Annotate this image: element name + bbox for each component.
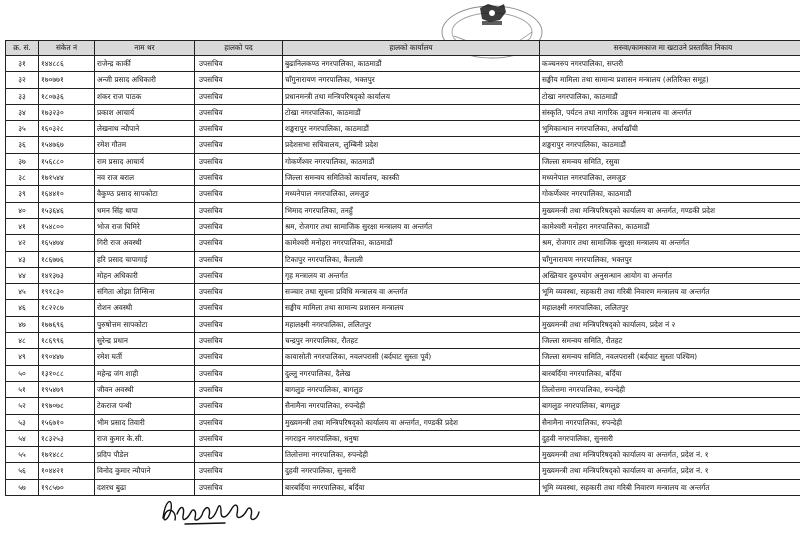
table-row [6,202,800,218]
header-name: नाम थर [95,41,195,56]
current-office-cell: श्रम, रोजगार तथा सामाजिक सुरक्षा मन्त्रालय वा अन्तर्गत [283,218,540,234]
proposed-body-cell: तिलोत्तमा नगरपालिका, रुपन्देही [540,381,800,397]
symbol-no-cell: १५६७१० [39,414,95,430]
current-office-cell: चन्द्रपुर नगरपालिका, रौतहट [283,333,540,349]
name-cell: रोशन अवस्थी [95,300,195,316]
serial-cell: ३९ [6,186,39,202]
current-post-cell: उपसचिव [195,153,283,169]
symbol-no-cell: १७१५४४ [39,170,95,186]
table-row [6,381,800,397]
proposed-body-cell: मुख्यमन्त्री तथा मन्त्रिपरिषद्को कार्यालय वा अन्तर्गत, प्रदेश नं. १ [540,447,800,463]
symbol-no-cell: १४१३७३ [39,267,95,283]
current-post-cell: उपसचिव [195,300,283,316]
table-row [6,349,800,365]
table-row [6,463,800,479]
current-post-cell: उपसचिव [195,137,283,153]
name-cell: पुरुषोत्तम सापकोटा [95,316,195,332]
current-post-cell: उपसचिव [195,235,283,251]
symbol-no-cell: १९५४७९ [39,381,95,397]
symbol-no-cell: १०४४२१ [39,463,95,479]
current-office-cell: गृह मन्त्रालय वा अन्तर्गत [283,267,540,283]
proposed-body-cell: मुख्यमन्त्री तथा मन्त्रिपरिषद्को कार्यालय वा अन्तर्गत, गण्डकी प्रदेश [540,202,800,218]
current-post-cell: उपसचिव [195,121,283,137]
current-office-cell: गोकर्णेश्वर नगरपालिका, काठमाडौं [283,153,540,169]
current-post-cell: उपसचिव [195,381,283,397]
current-office-cell: प्रधानमन्त्री तथा मन्त्रिपरिषद्को कार्यालय [283,88,540,104]
serial-cell: ३२ [6,72,39,88]
table-row [6,333,800,349]
name-cell: प्रकाश आचार्य [95,104,195,120]
current-post-cell: उपसचिव [195,284,283,300]
serial-cell: ३६ [6,137,39,153]
header-current-office: हालको कार्यालय [283,41,540,56]
proposed-body-cell: मुख्यमन्त्री तथा मन्त्रिपरिषद्को कार्यालय, प्रदेश नं २ [540,316,800,332]
current-post-cell: उपसचिव [195,251,283,267]
symbol-no-cell: १७०७७१ [39,72,95,88]
current-post-cell: उपसचिव [195,398,283,414]
proposed-body-cell: दुहवी नगरपालिका, सुनसरी [540,430,800,446]
proposed-body-cell: अख्तियार दुरुपयोग अनुसन्धान आयोग वा अन्तर्गत [540,267,800,283]
header-serial: क्र. सं. [6,41,39,56]
current-post-cell: उपसचिव [195,414,283,430]
name-cell: शंकर राज पाठक [95,88,195,104]
table-row [6,218,800,234]
current-post-cell: उपसचिव [195,365,283,381]
table-row [6,104,800,120]
current-office-cell: तिलोत्तमा नगरपालिका, रुपन्देही [283,447,540,463]
serial-cell: ३३ [6,88,39,104]
symbol-no-cell: १८६७७६ [39,251,95,267]
serial-cell: ४७ [6,316,39,332]
table-row [6,316,800,332]
proposed-body-cell: जिल्ला समन्वय समिति, नवलपरासी (बर्दघाट सुस्ता पश्चिम) [540,349,800,365]
serial-cell: ५५ [6,447,39,463]
table-row [6,56,800,72]
current-office-cell: कावासोती नगरपालिका, नवलपरासी (बर्दघाट सुस्ता पूर्व) [283,349,540,365]
current-office-cell: भिमाद नगरपालिका, तनहुँ [283,202,540,218]
current-post-cell: उपसचिव [195,463,283,479]
header-proposed-body: सरुवा/कामकाज मा खटाउने प्रस्तावित निकाय [540,41,800,56]
proposed-body-cell: बारबर्दिया नगरपालिका, बर्दिया [540,365,800,381]
name-cell: राम प्रसाद आचार्य [95,153,195,169]
current-post-cell: उपसचिव [195,218,283,234]
current-office-cell: मध्यनेपाल नगरपालिका, लमजुङ [283,186,540,202]
table-header-row [6,41,800,56]
name-cell: वैकुण्ठ प्रसाद सापकोटा [95,186,195,202]
name-cell: नव राज बराल [95,170,195,186]
proposed-body-cell: भूमिकान्धान नगरपालिका, अर्घाखाँची [540,121,800,137]
serial-cell: ३८ [6,170,39,186]
current-post-cell: उपसचिव [195,202,283,218]
proposed-body-cell: श्रम, रोजगार तथा सामाजिक सुरक्षा मन्त्रालय वा अन्तर्गत [540,235,800,251]
proposed-body-cell: कञ्चनरुप नगरपालिका, सप्तरी [540,56,800,72]
current-office-cell: कामेश्वरी मनोहरा नगरपालिका, काठमाडौं [283,235,540,251]
current-post-cell: उपसचिव [195,479,283,495]
current-post-cell: उपसचिव [195,430,283,446]
proposed-body-cell: संस्कृति, पर्यटन तथा नागरिक उड्डयन मन्त्रालय वा अन्तर्गत [540,104,800,120]
proposed-body-cell: मुख्यमन्त्री तथा मन्त्रिपरिषद्को कार्यालय वा अन्तर्गत, प्रदेश नं. १ [540,463,800,479]
current-post-cell: उपसचिव [195,104,283,120]
name-cell: सुरेन्द्र प्रधान [95,333,195,349]
symbol-no-cell: १४४८८६ [39,56,95,72]
symbol-no-cell: १८२२८७ [39,300,95,316]
serial-cell: ४० [6,202,39,218]
serial-cell: ५२ [6,398,39,414]
name-cell: मोहन अधिकारी [95,267,195,283]
proposed-body-cell: भूमि व्यवस्था, सहकारी तथा गरिबी निवारण मन्त्रालय वा अन्तर्गत [540,284,800,300]
proposed-body-cell: जिल्ला समन्वय समिति, रसुवा [540,153,800,169]
serial-cell: ५६ [6,463,39,479]
table-row [6,170,800,186]
current-office-cell: दुल्लु नगरपालिका, दैलेख [283,365,540,381]
table-body [6,56,800,496]
serial-cell: ४५ [6,284,39,300]
table-row [6,284,800,300]
symbol-no-cell: १९१८३० [39,284,95,300]
name-cell: महेन्द्र जंग शाही [95,365,195,381]
proposed-body-cell: भूमि व्यवस्था, सहकारी तथा गरिबी निवारण मन्त्रालय वा अन्तर्गत [540,479,800,495]
symbol-no-cell: १५६८८० [39,153,95,169]
serial-cell: ४२ [6,235,39,251]
table-row [6,72,800,88]
table-row [6,235,800,251]
name-cell: हरि प्रसाद चापागाई [95,251,195,267]
serial-cell: ४६ [6,300,39,316]
current-office-cell: दुहवी नगरपालिका, सुनसरी [283,463,540,479]
header-current-post: हालको पद [195,41,283,56]
table-row [6,447,800,463]
table-row [6,365,800,381]
serial-cell: ४१ [6,218,39,234]
table-row [6,137,800,153]
name-cell: राजेन्द्र कार्की [95,56,195,72]
proposed-body-cell: महालक्ष्मी नगरपालिका, ललितपुर [540,300,800,316]
table-row [6,267,800,283]
symbol-no-cell: १६०३२८ [39,121,95,137]
serial-cell: ३४ [6,104,39,120]
name-cell: प्रदिप पौडेल [95,447,195,463]
name-cell: विनोद कुमार न्यौपाने [95,463,195,479]
name-cell: दशरथ बुढा [95,479,195,495]
symbol-no-cell: १३१०८८ [39,365,95,381]
serial-cell: ४४ [6,267,39,283]
header-symbol-no: संकेत नं [39,41,95,56]
current-office-cell: टिकापुर नगरपालिका, कैलाली [283,251,540,267]
symbol-no-cell: १५४७६७ [39,137,95,153]
table-row [6,186,800,202]
serial-cell: ५० [6,365,39,381]
current-post-cell: उपसचिव [195,88,283,104]
current-office-cell: नगराइन नगरपालिका, धनुषा [283,430,540,446]
proposed-body-cell: सैनामैना नगरपालिका, रुपन्देही [540,414,800,430]
table-row [6,121,800,137]
current-office-cell: बुढानिलकण्ठ नगरपालिका, काठमाडौं [283,56,540,72]
name-cell: रमेश घर्ती [95,349,195,365]
name-cell: धमन सिंह थापा [95,202,195,218]
current-office-cell: सङ्घीय मामिला तथा सामान्य प्रशासन मन्त्रालय [283,300,540,316]
symbol-no-cell: १७१४८८ [39,447,95,463]
current-post-cell: उपसचिव [195,267,283,283]
proposed-body-cell: कामेश्वरी मनोहरा नगरपालिका, काठमाडौं [540,218,800,234]
symbol-no-cell: १५४८०० [39,218,95,234]
table-row [6,153,800,169]
current-post-cell: उपसचिव [195,447,283,463]
proposed-body-cell: गोकर्णेश्वर नगरपालिका, काठमाडौं [540,186,800,202]
name-cell: भोज राज घिमिरे [95,218,195,234]
current-office-cell: सञ्चार तथा सूचना प्रविधि मन्त्रालय वा अन्तर्गत [283,284,540,300]
table-row [6,414,800,430]
serial-cell: ५४ [6,430,39,446]
proposed-body-cell: बागलुङ नगरपालिका, बागलुङ [540,398,800,414]
symbol-no-cell: १९७०७८ [39,398,95,414]
symbol-no-cell: १५३६४६ [39,202,95,218]
current-office-cell: बारबर्दिया नगरपालिका, बर्दिया [283,479,540,495]
serial-cell: ३७ [6,153,39,169]
name-cell: भीम प्रसाद तिवारी [95,414,195,430]
current-post-cell: उपसचिव [195,349,283,365]
serial-cell: ५१ [6,381,39,397]
symbol-no-cell: १८३२५३ [39,430,95,446]
current-office-cell: प्रदेशसभा सचिवालय, लुम्बिनी प्रदेश [283,137,540,153]
proposed-body-cell: मध्यनेपाल नगरपालिका, लमजुङ [540,170,800,186]
signature [155,490,265,530]
serial-cell: ३१ [6,56,39,72]
serial-cell: ४३ [6,251,39,267]
serial-cell: ५३ [6,414,39,430]
current-post-cell: उपसचिव [195,72,283,88]
symbol-no-cell: १७३२३० [39,104,95,120]
proposed-body-cell: शङ्खरापुर नगरपालिका, काठमाडौं [540,137,800,153]
current-office-cell: चाँगुनारायण नगरपालिका, भक्तपुर [283,72,540,88]
serial-cell: ४९ [6,349,39,365]
transfer-table [5,40,800,496]
current-office-cell: मुख्यमन्त्री तथा मन्त्रिपरिषद्को कार्यालय वा अन्तर्गत, गण्डकी प्रदेश [283,414,540,430]
serial-cell: ३५ [6,121,39,137]
current-office-cell: महालक्ष्मी नगरपालिका, ललितपुर [283,316,540,332]
table-row [6,479,800,495]
symbol-no-cell: १८६९९६ [39,333,95,349]
current-office-cell: शङ्खरापुर नगरपालिका, काठमाडौं [283,121,540,137]
current-office-cell: टोखा नगरपालिका, काठमाडौं [283,104,540,120]
current-post-cell: उपसचिव [195,170,283,186]
table-row [6,88,800,104]
serial-cell: ५७ [6,479,39,495]
name-cell: संगिता ओझा तिम्सिना [95,284,195,300]
current-post-cell: उपसचिव [195,56,283,72]
serial-cell: ४८ [6,333,39,349]
table-row [6,398,800,414]
proposed-body-cell: टोखा नगरपालिका, काठमाडौं [540,88,800,104]
proposed-body-cell: सङ्घीय मामिला तथा सामान्य प्रशासन मन्त्रालय (अतिरिक्त समूह) [540,72,800,88]
current-office-cell: जिल्ला समन्वय समितिको कार्यालय, कास्की [283,170,540,186]
name-cell: गिरी राज अवस्थी [95,235,195,251]
name-cell: राज कुमार के.सी. [95,430,195,446]
current-post-cell: उपसचिव [195,333,283,349]
table-row [6,251,800,267]
name-cell: रमेश गौतम [95,137,195,153]
current-post-cell: उपसचिव [195,316,283,332]
name-cell: जीवन अवस्थी [95,381,195,397]
current-office-cell: बागलुङ नगरपालिका, बागलुङ [283,381,540,397]
proposed-body-cell: जिल्ला समन्वय समिति, रौतहट [540,333,800,349]
symbol-no-cell: १७७६९६ [39,316,95,332]
name-cell: अन्जी प्रसाद अधिकारी [95,72,195,88]
name-cell: टेकराज पन्थी [95,398,195,414]
current-post-cell: उपसचिव [195,186,283,202]
symbol-no-cell: १६४४१० [39,186,95,202]
symbol-no-cell: १६५४७४ [39,235,95,251]
symbol-no-cell: १९८५७० [39,479,95,495]
proposed-body-cell: चाँगुनारायण नगरपालिका, भक्तपुर [540,251,800,267]
name-cell: लेखनाथ न्यौपाने [95,121,195,137]
current-office-cell: सैनामैना नगरपालिका, रुपन्देही [283,398,540,414]
symbol-no-cell: १८०७३६ [39,88,95,104]
table-row [6,430,800,446]
table-row [6,300,800,316]
symbol-no-cell: १९०४४७ [39,349,95,365]
